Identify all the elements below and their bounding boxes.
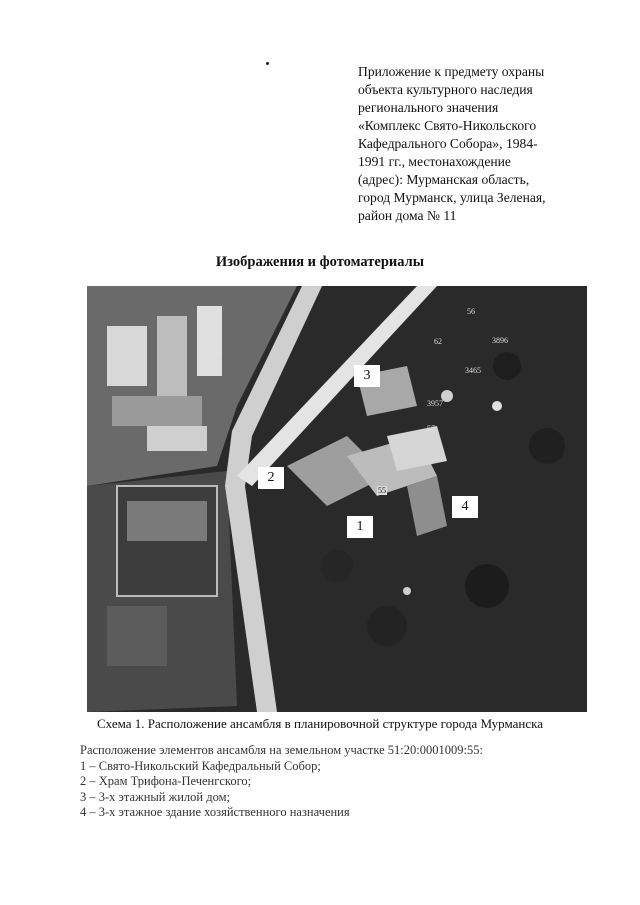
legend — [80, 743, 483, 821]
map-marker-4: 4 — [452, 496, 478, 518]
scan-speck — [266, 62, 269, 65]
header-line: Кафедрального Собора», 1984- — [358, 136, 538, 151]
legend-item: 3 – 3-х этажный жилой дом; — [80, 789, 230, 804]
parcel-label: 55 — [378, 486, 386, 495]
legend-item: 2 – Храм Трифона-Печенгского; — [80, 774, 252, 788]
header-line: (адрес): Мурманская область, — [358, 172, 530, 187]
parcel-label: 57 — [427, 424, 435, 433]
map-marker-2: 2 — [258, 467, 284, 489]
header-line: «Комплекс Свято-Никольского — [358, 118, 537, 133]
aerial-map-image — [87, 286, 587, 712]
parcel-label: 3465 — [465, 366, 481, 375]
header-line: Приложение к предмету охраны — [358, 64, 545, 79]
figure-caption: Схема 1. Расположение ансамбля в планировочной структуре города Мурманска — [96, 716, 544, 731]
legend-item: 1 – Свято-Никольский Кафедральный Собор; — [80, 758, 321, 773]
legend-item: 4 – 3-х этажное здание хозяйственного назначения — [80, 805, 350, 819]
parcel-label: 62 — [434, 337, 442, 346]
parcel-label: 1808 — [205, 354, 221, 363]
map-marker-3: 3 — [354, 365, 380, 387]
parcel-label: 3896 — [492, 336, 508, 345]
aerial-photo — [87, 286, 587, 712]
header-line: город Мурманск, улица Зеленая, — [358, 190, 546, 205]
map-marker-1: 1 — [347, 516, 373, 538]
legend-intro: Расположение элементов ансамбля на земельном участке 51:20:0001009:55: — [80, 743, 483, 757]
header-line: объекта культурного наследия — [358, 82, 533, 97]
parcel-label: 56 — [467, 307, 475, 316]
header-line: регионального значения — [358, 100, 499, 115]
parcel-label: 3957 — [427, 399, 443, 408]
appendix-header — [358, 63, 608, 225]
header-line: 1991 гг., местонахождение — [358, 154, 511, 169]
section-title: Изображения и фотоматериалы — [215, 254, 425, 270]
header-line: район дома № 11 — [358, 208, 457, 223]
